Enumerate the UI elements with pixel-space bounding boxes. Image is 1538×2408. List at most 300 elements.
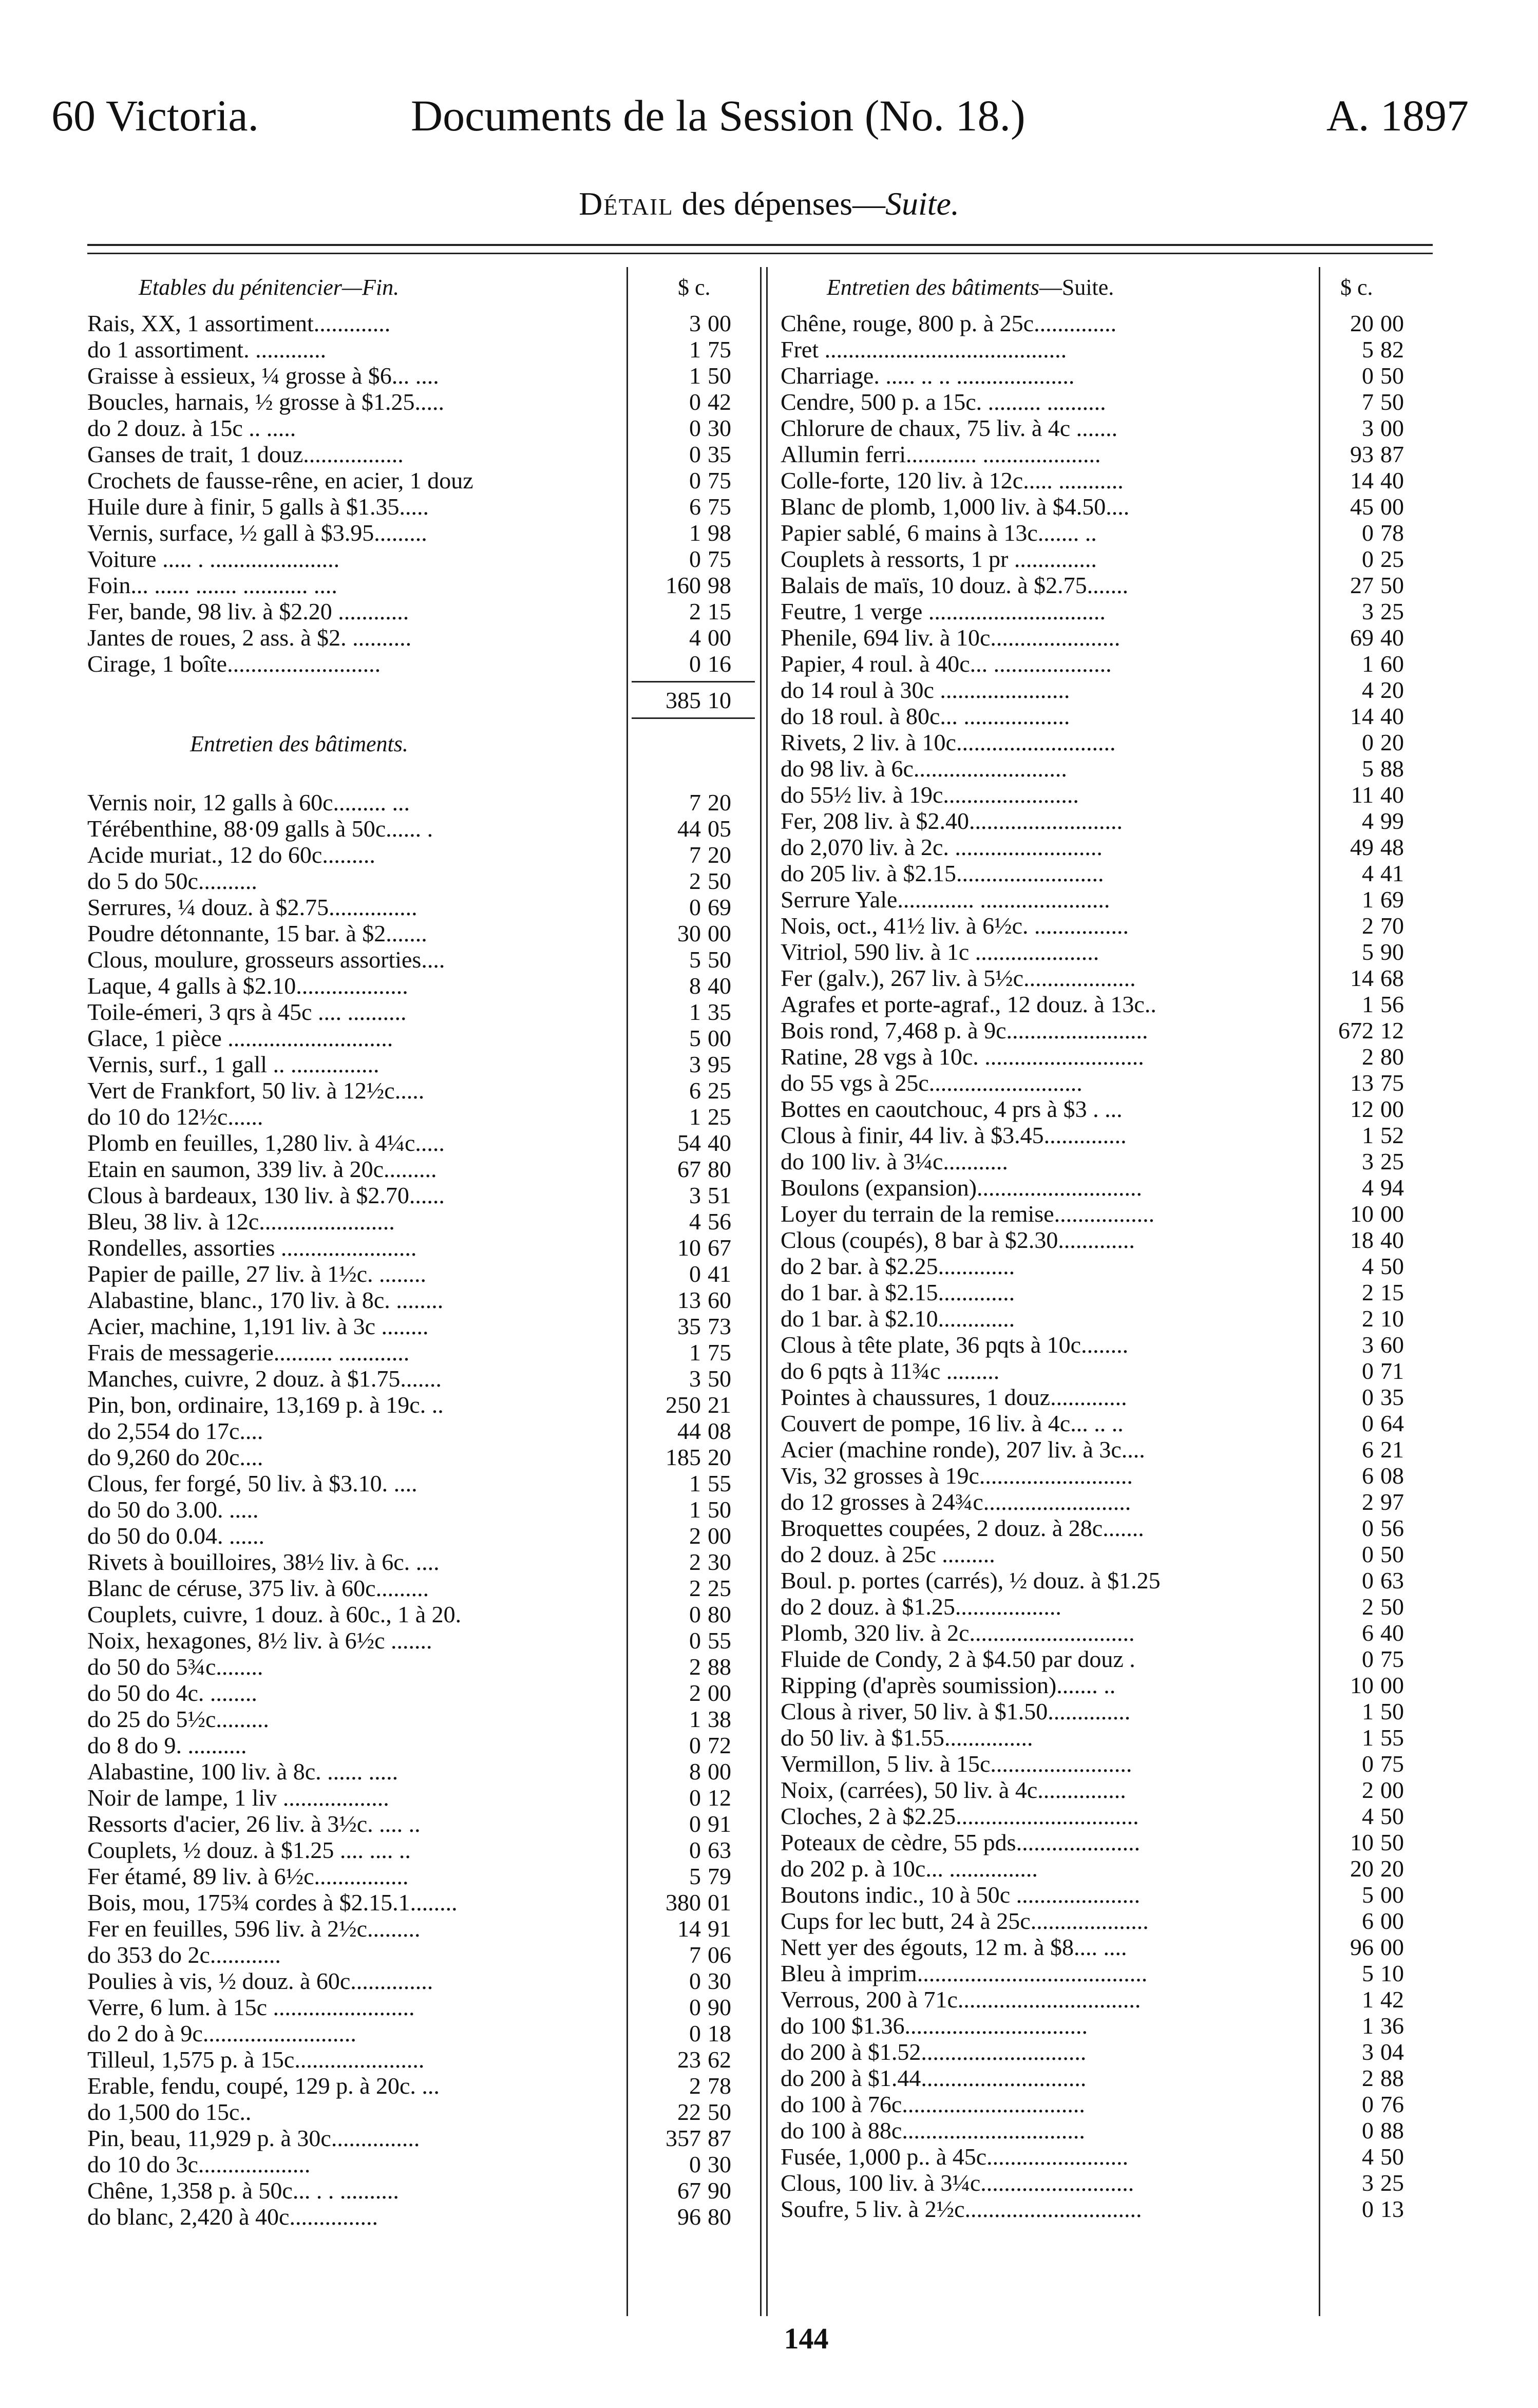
expense-cents: 08 xyxy=(1380,1463,1404,1489)
page-number: 144 xyxy=(784,2322,829,2355)
expense-dollars: 2 xyxy=(1362,1777,1374,1803)
expense-row xyxy=(87,467,760,494)
expense-description: do 50 do 0.04. ...... xyxy=(87,1523,264,1549)
expense-description: Tilleul, 1,575 p. à 15c...................... xyxy=(87,2046,425,2073)
expense-description: Clous à river, 50 liv. à $1.50.............. xyxy=(781,1698,1131,1724)
expense-description: Blanc de plomb, 1,000 liv. à $4.50.... xyxy=(781,494,1130,520)
expense-row xyxy=(781,1174,1438,1201)
expense-dollars: 3 xyxy=(689,1051,701,1077)
expense-row xyxy=(781,572,1438,598)
expense-description: Toile-émeri, 3 qrs à 45c .... .......... xyxy=(87,999,407,1025)
expense-dollars: 0 xyxy=(1362,1646,1374,1672)
expense-description: Vernis, surface, ½ gall à $3.95......... xyxy=(87,520,427,546)
expense-cents: 40 xyxy=(1380,1227,1404,1253)
expense-description: do 200 à $1.44............................ xyxy=(781,2065,1087,2091)
expense-cents: 56 xyxy=(1380,1515,1404,1541)
expense-row xyxy=(781,860,1438,886)
expense-cents: 78 xyxy=(708,2073,731,2099)
expense-cents: 40 xyxy=(708,973,731,999)
expense-cents: 88 xyxy=(708,1654,731,1680)
expense-description: Acide muriat., 12 do 60c......... xyxy=(87,842,375,868)
expense-dollars: 1 xyxy=(1362,1724,1374,1751)
expense-description: Boutons indic., 10 à 50c ..................... xyxy=(781,1882,1141,1908)
expense-description: Fer (galv.), 267 liv. à 5½c................... xyxy=(781,965,1136,991)
expense-row xyxy=(781,939,1438,965)
expense-dollars: 0 xyxy=(1362,363,1374,389)
expense-row xyxy=(87,894,760,920)
expense-cents: 35 xyxy=(1380,1384,1404,1410)
expense-cents: 50 xyxy=(1380,1594,1404,1620)
expense-row xyxy=(781,1541,1438,1567)
expense-cents: 70 xyxy=(1380,913,1404,939)
expense-dollars: 4 xyxy=(1362,860,1374,886)
expense-cents: 55 xyxy=(708,1627,731,1654)
expense-description: Papier de paille, 27 liv. à 1½c. ........ xyxy=(87,1261,427,1287)
expense-dollars: 0 xyxy=(689,1261,701,1287)
expense-dollars: 11 xyxy=(1351,782,1374,808)
expense-row xyxy=(781,2170,1438,2196)
expense-dollars: 2 xyxy=(1362,913,1374,939)
expense-dollars: 27 xyxy=(1350,572,1374,598)
expense-description: Pin, bon, ordinaire, 13,169 p. à 19c. .. xyxy=(87,1392,444,1418)
expense-cents: 55 xyxy=(1380,1724,1404,1751)
expense-row xyxy=(781,1305,1438,1332)
expense-description: do 50 do 3.00. ..... xyxy=(87,1496,259,1523)
expense-description: Fret ......................................... xyxy=(781,336,1067,363)
expense-dollars: 20 xyxy=(1350,310,1374,336)
expense-row xyxy=(87,1601,760,1627)
expense-dollars: 10 xyxy=(1350,1829,1374,1855)
expense-description: Agrafes et porte-agraf., 12 douz. à 13c.. xyxy=(781,991,1156,1017)
expense-dollars: 0 xyxy=(1362,2091,1374,2117)
expense-description: Ripping (d'après soumission)....... .. xyxy=(781,1672,1116,1698)
expense-description: Vert de Frankfort, 50 liv. à 12½c..... xyxy=(87,1077,425,1104)
expense-description: do 55 vgs à 25c.......................... xyxy=(781,1070,1083,1096)
expense-dollars: 0 xyxy=(689,546,701,572)
expense-row xyxy=(781,2144,1438,2170)
expense-description: do 12 grosses à 24¾c......................... xyxy=(781,1489,1131,1515)
expense-dollars: 2 xyxy=(689,1523,701,1549)
expense-dollars: 3 xyxy=(689,310,701,336)
expense-description: Clous à finir, 44 liv. à $3.45.............. xyxy=(781,1122,1127,1148)
expense-dollars: 14 xyxy=(1350,467,1374,494)
expense-dollars: 5 xyxy=(1362,1960,1374,1986)
expense-description: do 205 liv. à $2.15......................... xyxy=(781,860,1104,886)
expense-description: do 2 douz. à $1.25.................. xyxy=(781,1594,1061,1620)
expense-row xyxy=(87,1208,760,1235)
expense-row xyxy=(87,1130,760,1156)
expense-cents: 40 xyxy=(1380,467,1404,494)
expense-cents: 16 xyxy=(708,651,731,677)
expense-description: do 2 douz. à 15c .. ..... xyxy=(87,415,296,441)
expense-row xyxy=(87,415,760,441)
expense-description: do 50 do 5¾c........ xyxy=(87,1654,263,1680)
expense-dollars: 4 xyxy=(1362,808,1374,834)
expense-cents: 80 xyxy=(708,2204,731,2230)
total-dollars: 385 xyxy=(666,687,701,713)
header-volume: 60 Victoria. xyxy=(51,91,259,140)
expense-cents: 69 xyxy=(708,894,731,920)
expense-row xyxy=(87,868,760,894)
expense-cents: 71 xyxy=(1380,1358,1404,1384)
expense-cents: 56 xyxy=(1380,991,1404,1017)
expense-cents: 25 xyxy=(708,1104,731,1130)
expense-cents: 75 xyxy=(708,494,731,520)
expense-description: Glace, 1 pièce ............................ xyxy=(87,1025,393,1051)
section-title xyxy=(827,274,1114,300)
expense-cents: 50 xyxy=(708,868,731,894)
expense-description: do 202 p. à 10c... ............... xyxy=(781,1855,1038,1882)
expense-dollars: 1 xyxy=(689,1339,701,1366)
expense-dollars: 3 xyxy=(1362,2170,1374,2196)
expense-description: do 2,070 liv. à 2c. ......................... xyxy=(781,834,1103,860)
expense-dollars: 6 xyxy=(689,494,701,520)
expense-row xyxy=(781,1672,1438,1698)
expense-row xyxy=(781,1253,1438,1279)
expense-row xyxy=(781,1148,1438,1174)
expense-dollars: 93 xyxy=(1350,441,1374,467)
expense-description: Charriage. ..... .. .. .................... xyxy=(781,363,1075,389)
expense-description: Verre, 6 lum. à 15c ........................ xyxy=(87,1994,415,2020)
stables-rows xyxy=(87,310,760,677)
expense-description: Poudre détonnante, 15 bar. à $2....... xyxy=(87,920,427,946)
expense-row xyxy=(87,789,760,816)
expense-cents: 75 xyxy=(1380,1751,1404,1777)
expense-cents: 87 xyxy=(708,2125,731,2151)
expense-description: Pin, beau, 11,929 p. à 30c............... xyxy=(87,2125,420,2151)
expense-description: Couplets, cuivre, 1 douz. à 60c., 1 à 20. xyxy=(87,1601,462,1627)
total-cents: 10 xyxy=(708,687,731,713)
expense-row xyxy=(87,1706,760,1732)
expense-dollars: 2 xyxy=(689,598,701,624)
expense-dollars: 250 xyxy=(666,1392,701,1418)
expense-row xyxy=(781,1986,1438,2013)
expense-dollars: 0 xyxy=(1362,546,1374,572)
expense-cents: 12 xyxy=(1380,1017,1404,1044)
expense-row xyxy=(781,467,1438,494)
expense-description: Vis, 32 grosses à 19c.......................... xyxy=(781,1463,1133,1489)
expense-cents: 82 xyxy=(1380,336,1404,363)
expense-cents: 50 xyxy=(708,946,731,973)
expense-row xyxy=(781,363,1438,389)
expense-dollars: 35 xyxy=(677,1313,701,1339)
expense-cents: 88 xyxy=(1380,755,1404,782)
expense-dollars: 2 xyxy=(1362,1305,1374,1332)
expense-cents: 60 xyxy=(1380,1332,1404,1358)
expense-description: Ressorts d'acier, 26 liv. à 3½c. .... .. xyxy=(87,1811,421,1837)
expense-cents: 73 xyxy=(708,1313,731,1339)
expense-cents: 50 xyxy=(1380,1803,1404,1829)
expense-description: Couplets, ½ douz. à $1.25 .... .... .. xyxy=(87,1837,411,1863)
expense-cents: 75 xyxy=(708,336,731,363)
expense-row xyxy=(87,1496,760,1523)
expense-dollars: 4 xyxy=(1362,1253,1374,1279)
page-subtitle xyxy=(0,185,1538,223)
header-rule-double xyxy=(87,253,1433,254)
expense-description: Bois rond, 7,468 p. à 9c........................ xyxy=(781,1017,1148,1044)
expense-dollars: 0 xyxy=(1362,729,1374,755)
expense-dollars: 44 xyxy=(677,1418,701,1444)
expense-cents: 60 xyxy=(1380,651,1404,677)
expense-dollars: 0 xyxy=(1362,1358,1374,1384)
expense-row xyxy=(781,1908,1438,1934)
center-divider xyxy=(760,267,762,2316)
expense-description: Couplets à ressorts, 1 pr .............. xyxy=(781,546,1097,572)
expense-description: Nett yer des égouts, 12 m. à $8.... .... xyxy=(781,1934,1127,1960)
expense-row xyxy=(781,1751,1438,1777)
expense-cents: 00 xyxy=(708,624,731,651)
expense-cents: 78 xyxy=(1380,520,1404,546)
expense-dollars: 8 xyxy=(689,973,701,999)
expense-dollars: 1 xyxy=(689,1706,701,1732)
expense-description: Chlorure de chaux, 75 liv. à 4c ....... xyxy=(781,415,1118,441)
expense-description: Rivets à bouilloires, 38½ liv. à 6c. .... xyxy=(87,1549,440,1575)
expense-row xyxy=(781,991,1438,1017)
expense-row xyxy=(781,1594,1438,1620)
expense-cents: 52 xyxy=(1380,1122,1404,1148)
expense-description: Balais de maïs, 10 douz. à $2.75....... xyxy=(781,572,1129,598)
expense-row xyxy=(87,651,760,677)
expense-description: Serrures, ¼ douz. à $2.75............... xyxy=(87,894,417,920)
expense-cents: 08 xyxy=(708,1418,731,1444)
expense-row xyxy=(87,572,760,598)
expense-row xyxy=(87,1889,760,1916)
expense-cents: 00 xyxy=(1380,494,1404,520)
expense-row xyxy=(87,1811,760,1837)
expense-row xyxy=(781,1620,1438,1646)
expense-cents: 20 xyxy=(1380,1855,1404,1882)
expense-dollars: 2 xyxy=(1362,2065,1374,2091)
expense-row xyxy=(781,1436,1438,1463)
expense-cents: 42 xyxy=(1380,1986,1404,2013)
expense-row xyxy=(781,1829,1438,1855)
expense-dollars: 5 xyxy=(1362,336,1374,363)
expense-dollars: 357 xyxy=(666,2125,701,2151)
expense-description: Plomb en feuilles, 1,280 liv. à 4¼c..... xyxy=(87,1130,445,1156)
expense-row xyxy=(87,1863,760,1889)
expense-cents: 97 xyxy=(1380,1489,1404,1515)
expense-row xyxy=(781,494,1438,520)
currency-header: $ c. xyxy=(678,275,711,300)
right-column xyxy=(781,267,1438,2222)
expense-row xyxy=(87,1994,760,2020)
expense-dollars: 20 xyxy=(1350,1855,1374,1882)
expense-row xyxy=(87,1575,760,1601)
expense-row xyxy=(781,415,1438,441)
expense-cents: 40 xyxy=(1380,624,1404,651)
expense-cents: 80 xyxy=(708,1601,731,1627)
expense-cents: 91 xyxy=(708,1811,731,1837)
expense-cents: 90 xyxy=(708,2177,731,2204)
expense-description: Fluide de Condy, 2 à $4.50 par douz . xyxy=(781,1646,1135,1672)
expense-dollars: 2 xyxy=(1362,1279,1374,1305)
expense-dollars: 0 xyxy=(689,1627,701,1654)
expense-row xyxy=(87,1025,760,1051)
expense-dollars: 2 xyxy=(689,1680,701,1706)
expense-row xyxy=(87,946,760,973)
expense-description: Frais de messagerie.......... ............ xyxy=(87,1339,410,1366)
expense-row xyxy=(87,494,760,520)
expense-dollars: 0 xyxy=(689,1837,701,1863)
expense-row xyxy=(87,1732,760,1758)
expense-cents: 75 xyxy=(1380,1646,1404,1672)
expense-dollars: 14 xyxy=(1350,703,1374,729)
expense-cents: 00 xyxy=(1380,1096,1404,1122)
expense-row xyxy=(781,1960,1438,1986)
expense-dollars: 5 xyxy=(1362,1882,1374,1908)
expense-description: Foin... ...... ....... ........... .... xyxy=(87,572,337,598)
expense-dollars: 2 xyxy=(689,2073,701,2099)
expense-row xyxy=(781,1646,1438,1672)
expense-row xyxy=(87,624,760,651)
expense-row xyxy=(87,1104,760,1130)
total-rule-bottom xyxy=(87,713,760,724)
expense-cents: 79 xyxy=(708,1863,731,1889)
expense-description: Vernis noir, 12 galls à 60c......... ... xyxy=(87,789,410,816)
expense-description: do 1 bar. à $2.10............. xyxy=(781,1305,1015,1332)
expense-dollars: 69 xyxy=(1350,624,1374,651)
expense-row xyxy=(781,546,1438,572)
left-column xyxy=(87,267,760,2230)
expense-row xyxy=(87,2151,760,2177)
expense-cents: 12 xyxy=(708,1785,731,1811)
expense-description: Fer, 208 liv. à $2.40.......................... xyxy=(781,808,1123,834)
expense-cents: 00 xyxy=(1380,1777,1404,1803)
expense-cents: 25 xyxy=(1380,598,1404,624)
expense-cents: 40 xyxy=(1380,782,1404,808)
expense-row xyxy=(87,1235,760,1261)
expense-row xyxy=(87,1523,760,1549)
expense-description: do blanc, 2,420 à 40c............... xyxy=(87,2204,378,2230)
expense-row xyxy=(781,755,1438,782)
expense-cents: 88 xyxy=(1380,2117,1404,2144)
expense-dollars: 1 xyxy=(1362,886,1374,913)
currency-header: $ c. xyxy=(1340,275,1373,300)
expense-row xyxy=(781,808,1438,834)
expense-cents: 75 xyxy=(708,1339,731,1366)
expense-dollars: 10 xyxy=(1350,1201,1374,1227)
expense-dollars: 2 xyxy=(689,868,701,894)
expense-cents: 18 xyxy=(708,2020,731,2046)
expense-row xyxy=(87,1549,760,1575)
expense-row xyxy=(781,1358,1438,1384)
expense-description: Laque, 4 galls à $2.10................... xyxy=(87,973,408,999)
expense-cents: 63 xyxy=(1380,1567,1404,1594)
expense-row xyxy=(87,1942,760,1968)
expense-dollars: 5 xyxy=(1362,939,1374,965)
expense-row xyxy=(87,1392,760,1418)
expense-cents: 20 xyxy=(708,842,731,868)
expense-row xyxy=(781,1017,1438,1044)
expense-description: do 100 $1.36............................... xyxy=(781,2013,1088,2039)
expense-cents: 50 xyxy=(708,2099,731,2125)
expense-description: do 18 roul. à 80c... .................. xyxy=(781,703,1070,729)
expense-dollars: 45 xyxy=(1350,494,1374,520)
expense-row xyxy=(87,973,760,999)
expense-dollars: 0 xyxy=(689,1811,701,1837)
expense-row xyxy=(781,1515,1438,1541)
expense-cents: 10 xyxy=(1380,1960,1404,1986)
expense-dollars: 18 xyxy=(1350,1227,1374,1253)
expense-row xyxy=(87,1444,760,1470)
expense-row xyxy=(87,1366,760,1392)
expense-cents: 88 xyxy=(1380,2065,1404,2091)
expense-cents: 00 xyxy=(1380,1672,1404,1698)
expense-dollars: 4 xyxy=(689,624,701,651)
expense-description: do 8 do 9. .......... xyxy=(87,1732,247,1758)
expense-dollars: 1 xyxy=(689,999,701,1025)
expense-cents: 00 xyxy=(1380,1908,1404,1934)
expense-row xyxy=(781,1567,1438,1594)
expense-cents: 98 xyxy=(708,520,731,546)
expense-description: do 100 à 88c............................... xyxy=(781,2117,1085,2144)
expense-description: Térébenthine, 88·09 galls à 50c...... . xyxy=(87,816,433,842)
expense-description: Acier, machine, 1,191 liv. à 3c ........ xyxy=(87,1313,429,1339)
expense-dollars: 2 xyxy=(1362,1044,1374,1070)
expense-row xyxy=(87,2125,760,2151)
expense-dollars: 49 xyxy=(1350,834,1374,860)
expense-dollars: 10 xyxy=(677,1235,701,1261)
expense-row xyxy=(87,1916,760,1942)
expense-row xyxy=(781,441,1438,467)
expense-cents: 98 xyxy=(708,572,731,598)
expense-cents: 55 xyxy=(708,1470,731,1496)
expense-cents: 00 xyxy=(1380,1201,1404,1227)
expense-cents: 25 xyxy=(708,1077,731,1104)
expense-cents: 95 xyxy=(708,1051,731,1077)
expense-description: Clous, moulure, grosseurs assorties.... xyxy=(87,946,445,973)
expense-dollars: 1 xyxy=(689,1104,701,1130)
expense-cents: 72 xyxy=(708,1732,731,1758)
expense-description: Noix, hexagones, 8½ liv. à 6½c ....... xyxy=(87,1627,432,1654)
expense-dollars: 44 xyxy=(677,816,701,842)
expense-row xyxy=(87,1785,760,1811)
expense-cents: 50 xyxy=(1380,363,1404,389)
expense-description: Chêne, 1,358 p. à 50c... . . .......... xyxy=(87,2177,399,2204)
expense-cents: 25 xyxy=(1380,546,1404,572)
expense-row xyxy=(781,1332,1438,1358)
expense-dollars: 3 xyxy=(689,1182,701,1208)
expense-row xyxy=(781,389,1438,415)
expense-row xyxy=(87,441,760,467)
expense-cents: 00 xyxy=(708,1758,731,1785)
expense-cents: 00 xyxy=(708,920,731,946)
expense-dollars: 96 xyxy=(677,2204,701,2230)
expense-dollars: 1 xyxy=(689,336,701,363)
expense-cents: 20 xyxy=(1380,677,1404,703)
center-divider-double xyxy=(766,267,768,2316)
expense-row xyxy=(781,782,1438,808)
expense-dollars: 6 xyxy=(1362,1620,1374,1646)
expense-dollars: 3 xyxy=(1362,598,1374,624)
expense-dollars: 0 xyxy=(689,1785,701,1811)
expense-row xyxy=(87,2099,760,2125)
expense-description: Cendre, 500 p. a 15c. ......... .......... xyxy=(781,389,1106,415)
expense-row xyxy=(781,2091,1438,2117)
expense-cents: 69 xyxy=(1380,886,1404,913)
expense-dollars: 22 xyxy=(677,2099,701,2125)
expense-dollars: 7 xyxy=(1362,389,1374,415)
expense-dollars: 1 xyxy=(1362,1698,1374,1724)
expense-description: Bois, mou, 175¾ cordes à $2.15.1........ xyxy=(87,1889,458,1916)
section-title: Etables du pénitencier—Fin. xyxy=(139,275,400,300)
expense-cents: 50 xyxy=(1380,1253,1404,1279)
expense-dollars: 0 xyxy=(689,389,701,415)
expense-row xyxy=(87,1182,760,1208)
expense-row xyxy=(87,2204,760,2230)
expense-description: Verrous, 200 à 71c............................... xyxy=(781,1986,1141,2013)
expense-dollars: 2 xyxy=(1362,1489,1374,1515)
